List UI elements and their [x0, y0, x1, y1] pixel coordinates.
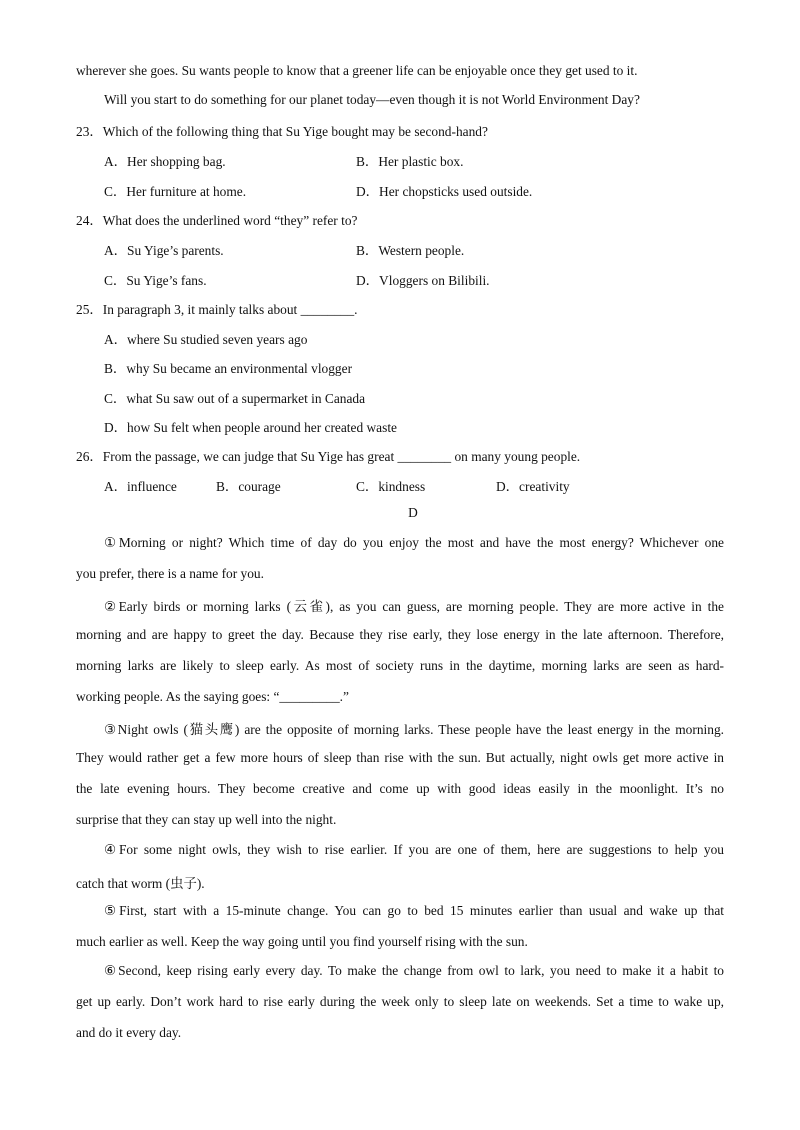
- paragraph-2-line: ②Early birds or morning larks (云雀), as you can guess, are morning people. They are more active in the: [104, 599, 724, 614]
- paragraph-6-line: get up early. Don’t work hard to rise early during the week only to sleep late on weekends. Set a time to wake up,: [76, 994, 724, 1009]
- paragraph-3-line: the late evening hours. They become creative and come up with good ideas easily in the moonlight. It’s no: [76, 781, 724, 796]
- paragraph-4-line: catch that worm (虫子).: [76, 876, 205, 891]
- question-24-stem: 24．What does the underlined word “they” refer to?: [76, 213, 358, 228]
- question-26-option-a[interactable]: A．influence: [104, 479, 177, 494]
- question-26-option-b[interactable]: B．courage: [216, 479, 281, 494]
- question-23-option-c[interactable]: C．Her furniture at home.: [104, 184, 247, 199]
- paragraph-1-line: you prefer, there is a name for you.: [76, 566, 264, 581]
- paragraph-3-line: They would rather get a few more hours of sleep than rise with the sun. But actually, night owls get more active in: [76, 750, 724, 765]
- question-26-option-c[interactable]: C．kindness: [356, 479, 426, 494]
- question-23-option-b[interactable]: B．Her plastic box.: [356, 154, 464, 169]
- question-23-option-a[interactable]: A．Her shopping bag.: [104, 154, 226, 169]
- paragraph-2-line: morning larks are likely to sleep early. As most of society runs in the daytime, morning larks are seen as hard-: [76, 658, 724, 673]
- paragraph-4-line: ④For some night owls, they wish to rise earlier. If you are one of them, here are suggestions to help you: [104, 842, 724, 857]
- question-23-stem: 23．Which of the following thing that Su Yige bought may be second-hand?: [76, 124, 488, 139]
- question-26-option-d[interactable]: D．creativity: [496, 479, 570, 494]
- paragraph-2-line: morning and are happy to greet the day. Because they rise early, they lose energy in the late afternoon. Therefore,: [76, 627, 724, 642]
- question-24-option-d[interactable]: D．Vloggers on Bilibili.: [356, 273, 490, 288]
- paragraph-6-line: ⑥Second, keep rising early every day. To make the change from owl to lark, you need to make it a habit to: [104, 963, 724, 978]
- question-24-option-b[interactable]: B．Western people.: [356, 243, 465, 258]
- paragraph-6-line: and do it every day.: [76, 1025, 182, 1040]
- question-25-option-b[interactable]: B．why Su became an environmental vlogger: [104, 361, 353, 376]
- passage-c-tail-line: wherever she goes. Su wants people to know that a greener life can be enjoyable once they get used to it.: [76, 63, 638, 78]
- question-25-stem: 25．In paragraph 3, it mainly talks about ________.: [76, 302, 358, 317]
- paragraph-3-line: surprise that they can stay up well into the night.: [76, 812, 337, 827]
- question-24-option-a[interactable]: A．Su Yige’s parents.: [104, 243, 224, 258]
- section-d-heading: D: [408, 505, 418, 520]
- question-23-option-d[interactable]: D．Her chopsticks used outside.: [356, 184, 533, 199]
- question-25-option-c[interactable]: C．what Su saw out of a supermarket in Canada: [104, 391, 366, 406]
- paragraph-5-line: much earlier as well. Keep the way going until you find yourself rising with the sun.: [76, 934, 528, 949]
- question-25-option-d[interactable]: D．how Su felt when people around her created waste: [104, 420, 398, 435]
- paragraph-2-line: working people. As the saying goes: “_________.”: [76, 689, 349, 704]
- passage-c-closing-question: Will you start to do something for our planet today—even though it is not World Environment Day?: [104, 92, 640, 107]
- paragraph-5-line: ⑤First, start with a 15-minute change. You can go to bed 15 minutes earlier than usual and wake up that: [104, 903, 724, 918]
- question-26-stem: 26．From the passage, we can judge that Su Yige has great ________ on many young people.: [76, 449, 581, 464]
- paragraph-1-line: ①Morning or night? Which time of day do you enjoy the most and have the most energy? Whichever one: [104, 535, 724, 550]
- question-24-option-c[interactable]: C．Su Yige’s fans.: [104, 273, 207, 288]
- paragraph-3-line: ③Night owls (猫头鹰) are the opposite of morning larks. These people have the least energy in the morning.: [104, 722, 724, 737]
- question-25-option-a[interactable]: A．where Su studied seven years ago: [104, 332, 308, 347]
